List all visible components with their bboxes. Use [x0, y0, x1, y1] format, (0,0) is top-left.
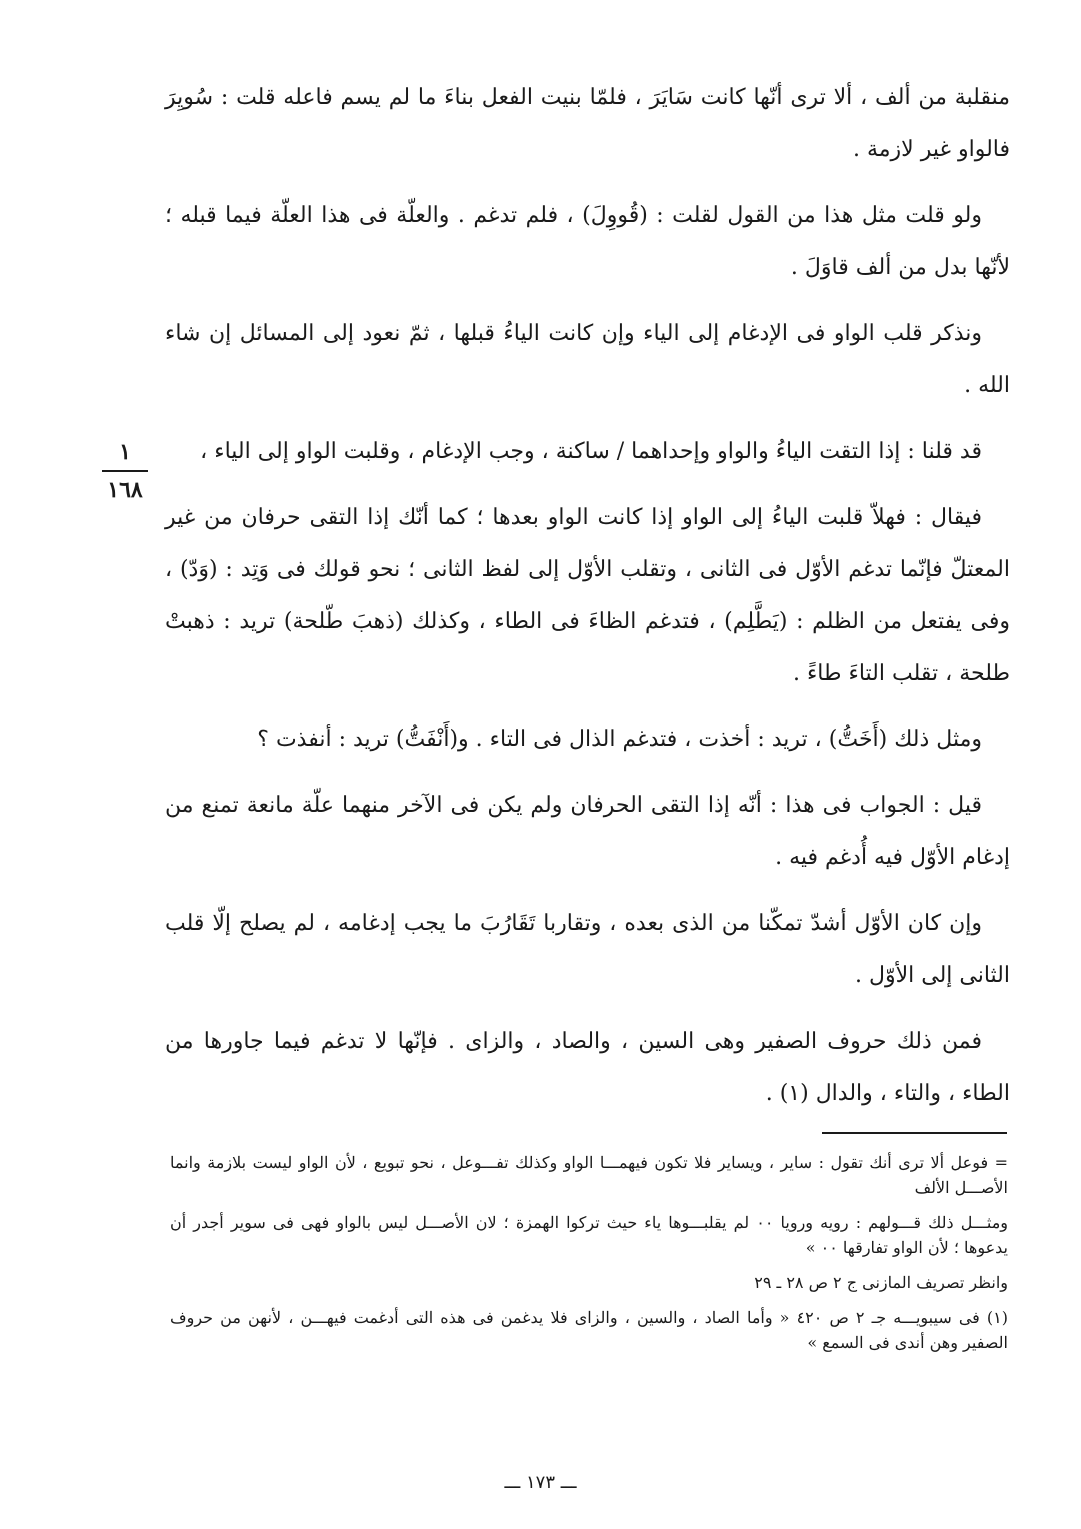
- paragraph-8: وإن كان الأوّل أشدّ تمكّنا من الذى بعده ، وتقاربا تَقَارُبَ ما يجب إدغامه ، لم يصلح إلّا قلب الثانى إلى الأوّل .: [165, 911, 1010, 988]
- paragraph-1: منقلبة من ألف ، ألا ترى أنّها كانت سَايَرَ ، فلمّا بنيت الفعل بناءَ ما لم يسم فاعله قلت : سُويِرَ فالواو غير لازمة .: [165, 85, 1010, 162]
- paragraph-3: ونذكر قلب الواو فى الإدغام إلى الياء وإن كانت الياءُ قبلها ، ثمّ نعود إلى المسائل إن شاء الله .: [165, 321, 1010, 398]
- footnote-reference: وانظر تصريف المازنى ج ٢ ص ٢٨ ـ ٢٩: [754, 1273, 1008, 1292]
- main-text: [165, 72, 1010, 1134]
- paragraph-6: ومثل ذلك (أَخَتُّ) ، تريد : أخذت ، فتدغم الذال فى التاء . و(أَنْفَتُّ) تريد : أنفذت ؟: [257, 727, 982, 752]
- paragraph-7: قيل : الجواب فى هذا : أنّه إذا التقى الحرفان ولم يكن فى الآخر منهما علّة مانعة تمنع من إدغام الأوّل فيه أُدغم فيه .: [165, 793, 1010, 870]
- footnote-1: (١) فى سيبويـــه جـ ٢ ص ٤٢٠ « وأما الصاد ، والسين ، والزاى فلا يدغمن فى هذه التى أدغمت فيهـــن ، لأنهن من حروف الصفير وهن أندى فى السمع »: [170, 1308, 1009, 1352]
- paragraph-4: قد قلنا : إذا التقت الياءُ والواو وإحداهما / ساكنة ، وجب الإدغام ، وقلبت الواو إلى الياء ،: [200, 439, 982, 464]
- footnote-continuation: = فوعل ألا ترى أنك تقول : ساير ، ويساير فلا تكون فيهمـــا الواو وكذلك تفـــوعل ، نحو تبويع ، لأن الواو ليست بلازمة وانما الأصـــل الألف: [170, 1153, 1008, 1197]
- paragraph-5: فيقال : فهلاّ قلبت الياءُ إلى الواو إذا كانت الواو بعدها ؛ كما أنّك إذا التقى حرفان من غير المعتلّ فإنّما تدغم الأوّل فى الثانى ، وتقلب الأوّل إلى لفظ الثانى ؛ نحو قولك فى وَتِد : (وَدّ) ، وفى يفتعل من الظلم : (يَطَّلِم) ، فتدغم الظاءَ فى الطاء ، وكذلك (ذهبَ طّلحة) تريد : ذهبتْ طلحة ، تقلب التاءَ طاءً .: [165, 505, 1010, 686]
- page-number: ـــ ١٧٣ ـــ: [504, 1472, 577, 1493]
- paragraph-2: ولو قلت مثل هذا من القول لقلت : (قُووِلَ) ، فلم تدغم . والعلّة فى هذا العلّة فيما قبله ؛ لأنّها بدل من ألف قاوَلَ .: [165, 203, 1010, 280]
- fraction-rule: [102, 470, 148, 472]
- footnote-separator: [822, 1132, 1007, 1134]
- footnotes: [170, 1150, 1008, 1365]
- paragraph-9: فمن ذلك حروف الصفير وهى السين ، والصاد ، والزاى . فإنّها لا تدغم فيما جاورها من الطاء ، والتاء ، والدال (١) .: [165, 1029, 1010, 1106]
- footnote-example: ومثـــل ذلك قـــولهم : رويه ورويا ٠٠ لم يقلبـــوها ياء حيث تركوا الهمزة ؛ لان الأصـــل ليس بالواو فهى فى سوير أجدر أن يدعوها ؛ لأن الواو تفارقها ٠٠ »: [170, 1213, 1008, 1257]
- manuscript-page-number: ١٦٨: [107, 477, 143, 503]
- manuscript-folio-number: ١: [119, 439, 131, 465]
- manuscript-page-reference: [100, 438, 150, 504]
